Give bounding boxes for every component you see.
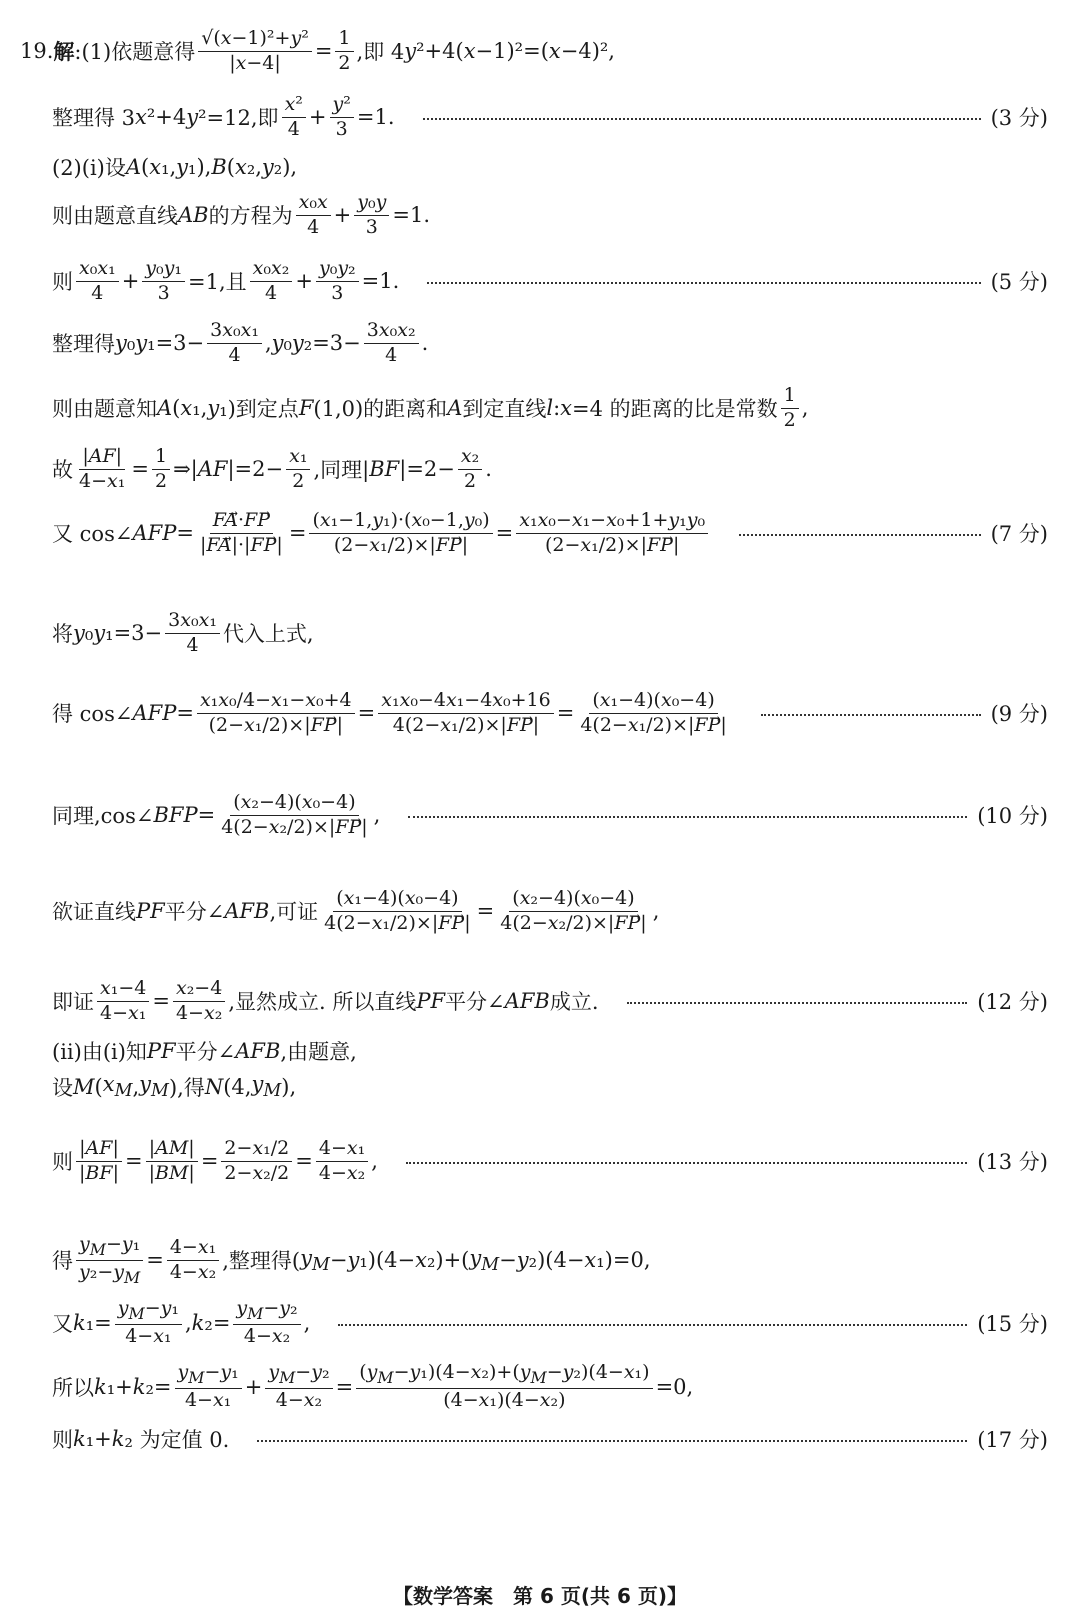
score-label: (15 分)	[977, 1311, 1048, 1336]
line-12	[52, 792, 1048, 839]
line-16	[52, 1072, 1048, 1102]
line-4	[52, 192, 1048, 239]
page-footer: 【数学答案 第 6 页(共 6 页)】	[393, 1584, 687, 1608]
dot-leader	[423, 118, 981, 120]
dot-leader	[257, 1440, 967, 1442]
line-text: 则由题意直线 AB 的方程为 $\frac{\text{x₀x}}{4}$ + $\frac{\text{y₀y}}{3}$ =1.	[52, 191, 431, 238]
score-label: (9 分)	[990, 702, 1048, 727]
line-text: 同理,cos∠ BFP = $\frac{\text{(x₂−4)(x₀−4)}}{\text{4(2−x₂/2)×|FP⃗|}}$ ,	[52, 791, 381, 838]
line-text: 设 M ( $x_M$ , $y_M$ ),得 N (4, $y_M$ ),	[52, 1072, 297, 1102]
line-8	[52, 446, 1048, 493]
line-19	[52, 1298, 1048, 1348]
dot-leader	[408, 816, 967, 818]
line-15	[52, 1036, 1048, 1066]
line-17	[52, 1138, 1048, 1185]
dot-leader	[406, 1162, 967, 1164]
line-text: 整理得 3 x ²+4 y ²=12,即 $\frac{\text{x²}}{4}$ + $\frac{\text{y²}}{3}$ =1.	[52, 93, 395, 140]
line-text: 故 $\frac{|AF|}{\text{4−x₁}}$ = $\frac{1}{2}$ ⇒| AF |=2− $\frac{\text{x₁}}{2}$ ,同理| BF |=2− $\frac{\text{x₂}}{2}$ .	[52, 445, 492, 492]
line-5	[52, 258, 1048, 305]
line-20	[52, 1362, 1048, 1412]
line-text: 则 $\frac{|AF|}{|BF|}$ = $\frac{|AM|}{|BM|}$ = $\frac{\text{2−x₁/2}}{\text{2−x₂/2}}$ = $\frac{\text{4−x₁}}{\text{4−x₂}}$ ,	[52, 1137, 378, 1184]
score-label: (7 分)	[990, 522, 1048, 547]
score-label: (5 分)	[990, 270, 1048, 295]
line-6	[52, 320, 1048, 367]
score-label: (17 分)	[977, 1428, 1048, 1452]
line-text: 将 y ₀ y ₁=3− $\frac{\text{3x₀x₁}}{4}$ 代入上式,	[52, 609, 314, 656]
line-text: 又 k ₁= $\frac{y_M-y_1}{\text{4−x₁}}$ , k ₂= $\frac{y_M-y_2}{\text{4−x₂}}$ ,	[52, 1297, 311, 1347]
line-text: (2)(ⅰ)设 A ( x ₁, y ₁), B ( x ₂, y ₂),	[52, 155, 298, 180]
line-text: 则 k ₁+ k ₂ 为定值 0.	[52, 1427, 230, 1452]
dot-leader	[627, 1002, 968, 1004]
score-label: (12 分)	[977, 990, 1048, 1015]
line-text: 则 $\frac{\text{x₀x₁}}{4}$ + $\frac{\text{y₀y₁}}{3}$ =1,且 $\frac{\text{x₀x₂}}{4}$ + $\frac{\text{y₀y₂}}{3}$ =1.	[52, 257, 400, 304]
line-7	[52, 385, 1048, 432]
line-10	[52, 610, 1048, 657]
score-label: (13 分)	[977, 1150, 1048, 1175]
line-14	[52, 978, 1048, 1025]
dot-leader	[739, 534, 980, 536]
line-text: 欲证直线 PF 平分∠ AFB ,可证 $\frac{\text{(x₁−4)(x₀−4)}}{\text{4(2−x₁/2)×|FP⃗|}}$ = $\frac{\text{(x₂−4)(x₀−4)}}{\text{4(2−x₂/2)×|FP⃗|}}$ ,	[52, 887, 660, 934]
line-text: 得 cos∠ AFP = $\frac{\text{x₁x₀/4−x₁−x₀+4}}{\text{(2−x₁/2)×|FP⃗|}}$ = $\frac{\text{x₁x₀−4x₁−4x₀+16}}{\text{4(2−x₁/2)×|FP⃗|}}$ = $\frac{\text{(x₁−4)(x₀−4)}}{\text{4(2−x₁/2)×|FP⃗|}}$	[52, 689, 727, 736]
line-21	[52, 1424, 1048, 1454]
line-text: (ⅱ)由(ⅰ)知 PF 平分∠ AFB ,由题意,	[52, 1039, 357, 1064]
line-3	[52, 152, 1048, 182]
dot-leader	[427, 282, 980, 284]
line-text: 所以 k ₁+ k ₂= $\frac{y_M-y_1}{\text{4−x₁}}$ + $\frac{y_M-y_2}{\text{4−x₂}}$ = $\frac{(y_M-y_1)(4-x_2)+(y_M-y_2)(4-x_1)}{\text{(4−x₁)(4−x₂)}}$ =0,	[52, 1361, 694, 1411]
score-label: (10 分)	[977, 804, 1048, 829]
line-text: 得 $\frac{y_M-y_1}{y_2-y_M}$ = $\frac{\text{4−x₁}}{\text{4−x₂}}$ ,整理得( $y_M$ − y ₁)(4− x ₂)+( $y_M$ − y ₂)(4− x ₁)=0,	[52, 1233, 651, 1287]
dot-leader	[338, 1324, 967, 1326]
line-18	[52, 1234, 1048, 1287]
line-11	[52, 690, 1048, 737]
dot-leader	[761, 714, 981, 716]
score-label: (3 分)	[990, 106, 1048, 131]
line-2	[52, 94, 1048, 141]
line-1	[20, 28, 1048, 75]
line-9	[52, 510, 1048, 557]
line-text: 整理得 y ₀ y ₁=3− $\frac{\text{3x₀x₁}}{4}$ , y ₀ y ₂=3− $\frac{\text{3x₀x₂}}{4}$ .	[52, 319, 429, 366]
line-13	[52, 888, 1048, 935]
line-text: 即证 $\frac{\text{x₁−4}}{\text{4−x₁}}$ = $\frac{\text{x₂−4}}{\text{4−x₂}}$ ,显然成立. 所以直线 PF 平分∠ AFB 成立.	[52, 977, 599, 1024]
line-text: 则由题意知 A ( x ₁, y ₁)到定点 F (1,0)的距离和 A 到定直线 l : x =4 的距离的比是常数 $\frac{1}{2}$ ,	[52, 384, 809, 431]
line-text: 19. 解 :(1)依题意得 $\frac{\text{√(x−1)²+y²}}{|x-4|}$ = $\frac{1}{2}$ ,即 4 y ²+4( x −1)²=( x −4)²,	[20, 27, 615, 74]
line-text: 又 cos∠ AFP = $\frac{FA⃗\cdot FP}{|FA⃗|\cdot|FP⃗|}$ = $\frac{\text{(x₁−1,y₁)·(x₀−1,y₀)}}{\text{(2−x₁/2)×|FP⃗|}}$ = $\frac{\text{x₁x₀−x₁−x₀+1+y₁y₀}}{\text{(2−x₁/2)×|FP⃗|}}$	[52, 510, 711, 557]
